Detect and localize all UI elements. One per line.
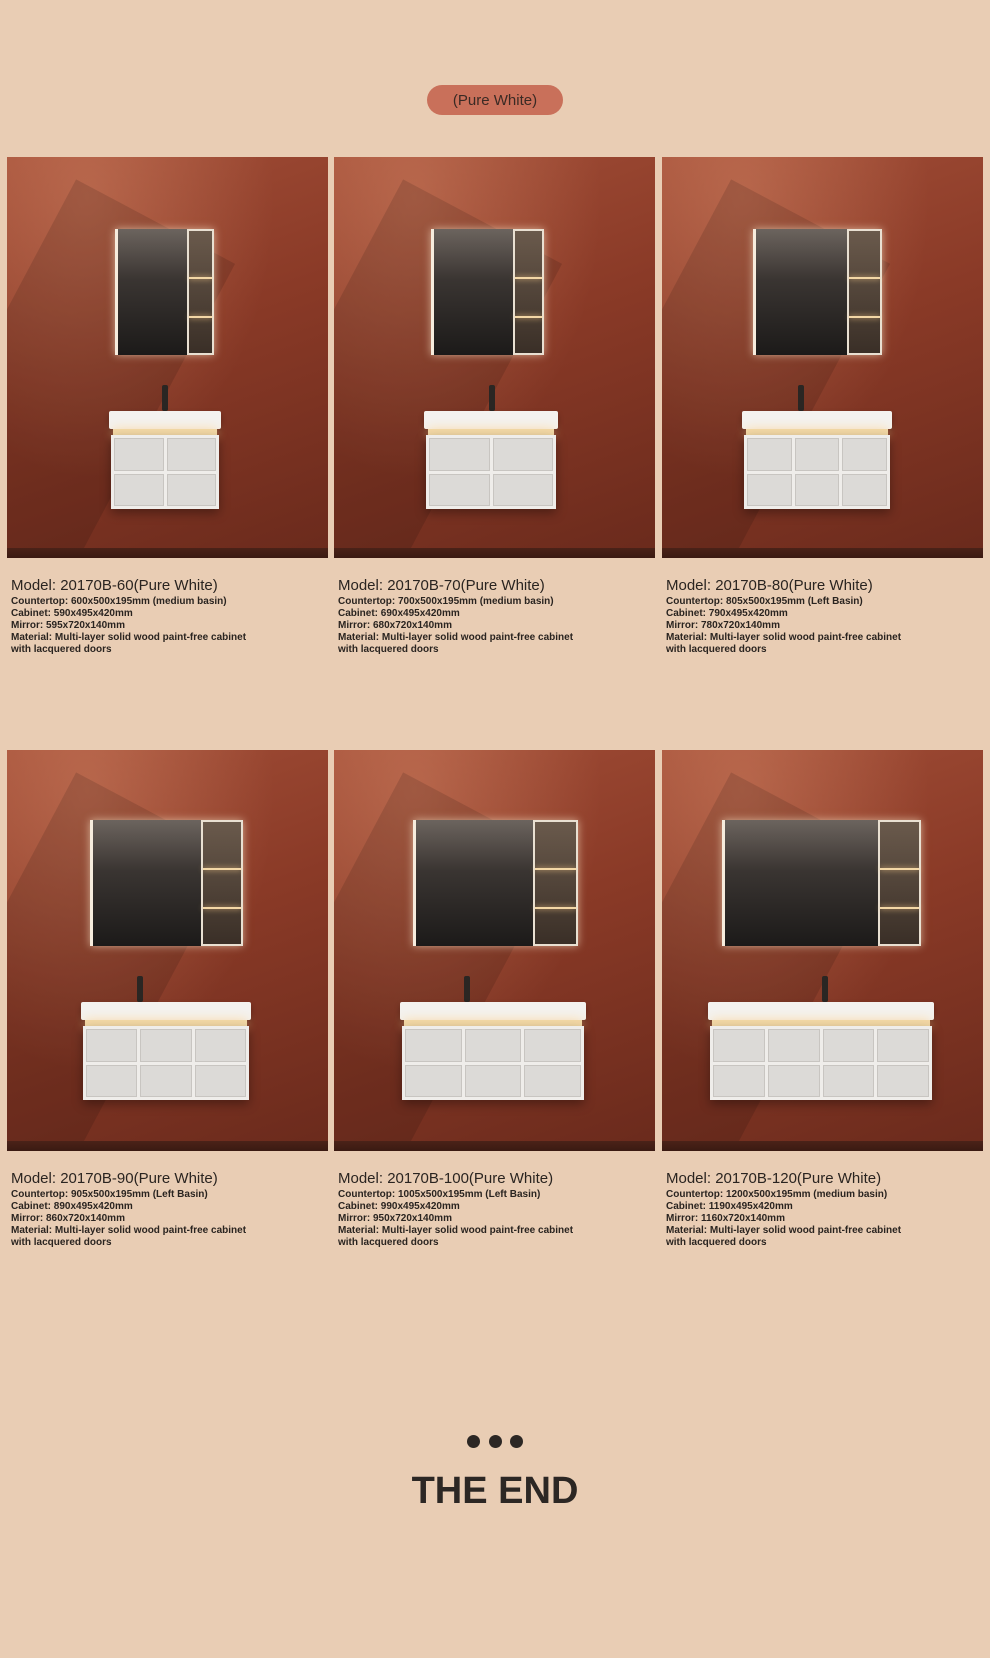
material-spec-cont: with lacquered doors [666,1237,767,1248]
cabinet-spec: Cabinet: 990x495x420mm [338,1201,460,1212]
model-title: Model: 20170B-60(Pure White) [11,577,218,594]
product-photo-70 [334,157,655,558]
cabinet-spec: Cabinet: 590x495x420mm [11,608,133,619]
material-spec-cont: with lacquered doors [338,644,439,655]
cabinet-spec: Cabinet: 690x495x420mm [338,608,460,619]
the-end-title: THE END [411,1470,579,1512]
product-card-60 [7,157,328,655]
mirror-spec: Mirror: 860x720x140mm [11,1213,125,1224]
cabinet-spec: Cabinet: 890x495x420mm [11,1201,133,1212]
material-spec: Material: Multi-layer solid wood paint-free cabinet [11,1225,247,1236]
product-photo-80 [662,157,983,558]
countertop-spec: Countertop: 805x500x195mm (Left Basin) [666,596,863,607]
material-spec-cont: with lacquered doors [11,644,112,655]
countertop-spec: Countertop: 1005x500x195mm (Left Basin) [338,1189,541,1200]
countertop-spec: Countertop: 1200x500x195mm (medium basin) [666,1189,888,1200]
product-info-100 [338,1170,648,1249]
mirror-spec: Mirror: 950x720x140mm [338,1213,452,1224]
material-spec-cont: with lacquered doors [338,1237,439,1248]
model-title: Model: 20170B-90(Pure White) [11,1170,218,1187]
product-card-80 [662,157,983,655]
material-spec-cont: with lacquered doors [666,644,767,655]
product-info-70 [338,577,648,656]
product-info-120 [666,1170,976,1249]
product-card-100 [334,750,655,1248]
material-spec: Material: Multi-layer solid wood paint-free cabinet [11,632,247,643]
material-spec-cont: with lacquered doors [11,1237,112,1248]
cabinet-spec: Cabinet: 790x495x420mm [666,608,788,619]
material-spec: Material: Multi-layer solid wood paint-free cabinet [666,632,902,643]
model-title: Model: 20170B-100(Pure White) [338,1170,554,1187]
mirror-spec: Mirror: 780x720x140mm [666,620,780,631]
countertop-spec: Countertop: 700x500x195mm (medium basin) [338,596,554,607]
product-photo-60 [7,157,328,558]
product-info-90 [11,1170,321,1249]
product-info-60 [11,577,321,656]
product-card-120 [662,750,983,1248]
mirror-spec: Mirror: 680x720x140mm [338,620,452,631]
product-card-70 [334,157,655,655]
mirror-spec: Mirror: 595x720x140mm [11,620,125,631]
product-info-80 [666,577,976,656]
cabinet-spec: Cabinet: 1190x495x420mm [666,1201,793,1212]
product-photo-120 [662,750,983,1151]
product-card-90 [7,750,328,1248]
product-row-1 [7,157,983,655]
countertop-spec: Countertop: 600x500x195mm (medium basin) [11,596,227,607]
product-row-2 [7,750,983,1248]
product-photo-100 [334,750,655,1151]
product-photo-90 [7,750,328,1151]
mirror-spec: Mirror: 1160x720x140mm [666,1213,785,1224]
model-title: Model: 20170B-120(Pure White) [666,1170,882,1187]
material-spec: Material: Multi-layer solid wood paint-free cabinet [338,632,574,643]
variant-pill: (Pure White) [427,85,563,115]
material-spec: Material: Multi-layer solid wood paint-free cabinet [338,1225,574,1236]
model-title: Model: 20170B-80(Pure White) [666,577,873,594]
countertop-spec: Countertop: 905x500x195mm (Left Basin) [11,1189,208,1200]
material-spec: Material: Multi-layer solid wood paint-free cabinet [666,1225,902,1236]
ellipsis-dots-icon [467,1435,523,1449]
model-title: Model: 20170B-70(Pure White) [338,577,545,594]
